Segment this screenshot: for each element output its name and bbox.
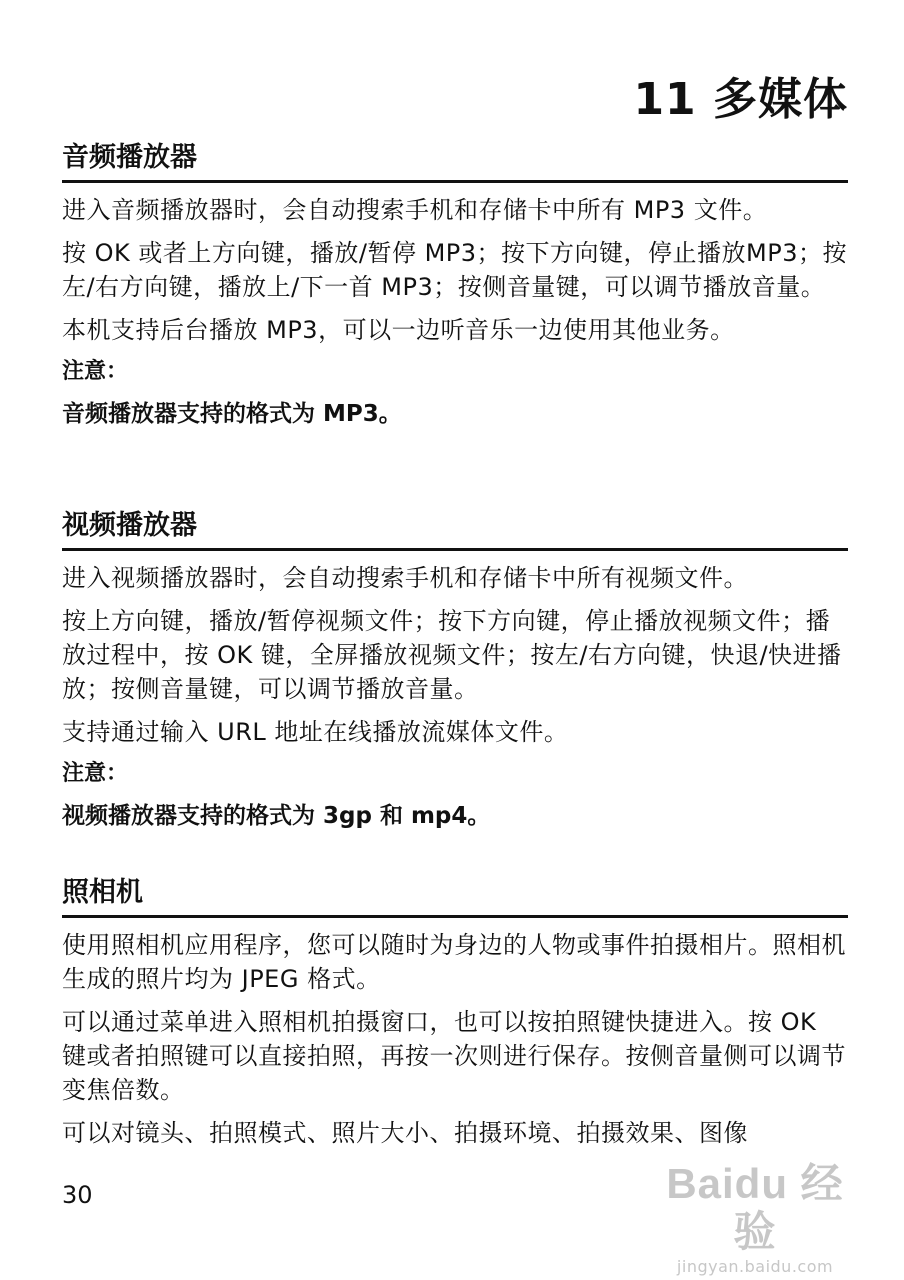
paragraph: 本机支持后台播放 MP3，可以一边听音乐一边使用其他业务。 [62,316,735,344]
watermark-logo: Baidu 经验 [666,1160,844,1255]
section-heading: 照相机 [62,875,848,918]
note-label: 注意： [62,761,129,786]
note-text: 音频播放器支持的格式为 MP3。 [62,401,402,427]
note-text: 视频播放器支持的格式为 3gp 和 mp4。 [62,803,491,829]
page-number: 30 [62,1181,93,1209]
paragraph: 支持通过输入 URL 地址在线播放流媒体文件。 [62,718,569,746]
section-heading: 音频播放器 [62,140,848,183]
paragraph: 使用照相机应用程序，您可以随时为身边的人物或事件拍摄相片。照相机生成的照片均为 JPEG 格式。 [62,931,846,993]
paragraph: 按上方向键，播放/暂停视频文件；按下方向键，停止播放视频文件；播放过程中，按 OK 键，全屏播放视频文件；按左/右方向键，快退/快进播放；按侧音量键，可以调节播放音量。 [62,607,842,703]
paragraph: 可以通过菜单进入照相机拍摄窗口，也可以按拍照键快捷进入。按 OK 键或者拍照键可以直接拍照，再按一次则进行保存。按侧音量侧可以调节变焦倍数。 [62,1008,846,1104]
note-label: 注意： [62,359,129,384]
baidu-watermark [650,1160,860,1276]
paragraph: 进入音频播放器时，会自动搜索手机和存储卡中所有 MP3 文件。 [62,196,768,224]
section-camera [62,875,848,1159]
section-audio-player [62,140,848,430]
paragraph: 按 OK 或者上方向键，播放/暂停 MP3；按下方向键，停止播放MP3；按左/右方向键，播放上/下一首 MP3；按侧音量键，可以调节播放音量。 [62,239,847,301]
section-heading: 视频播放器 [62,508,848,551]
section-video-player [62,508,848,832]
watermark-url: jingyan.baidu.com [676,1257,834,1276]
paragraph: 进入视频播放器时，会自动搜索手机和存储卡中所有视频文件。 [62,564,748,592]
paragraph: 可以对镜头、拍照模式、照片大小、拍摄环境、拍摄效果、图像 [62,1119,748,1147]
chapter-title: 11 多媒体 [633,74,848,125]
manual-page [62,0,848,1280]
